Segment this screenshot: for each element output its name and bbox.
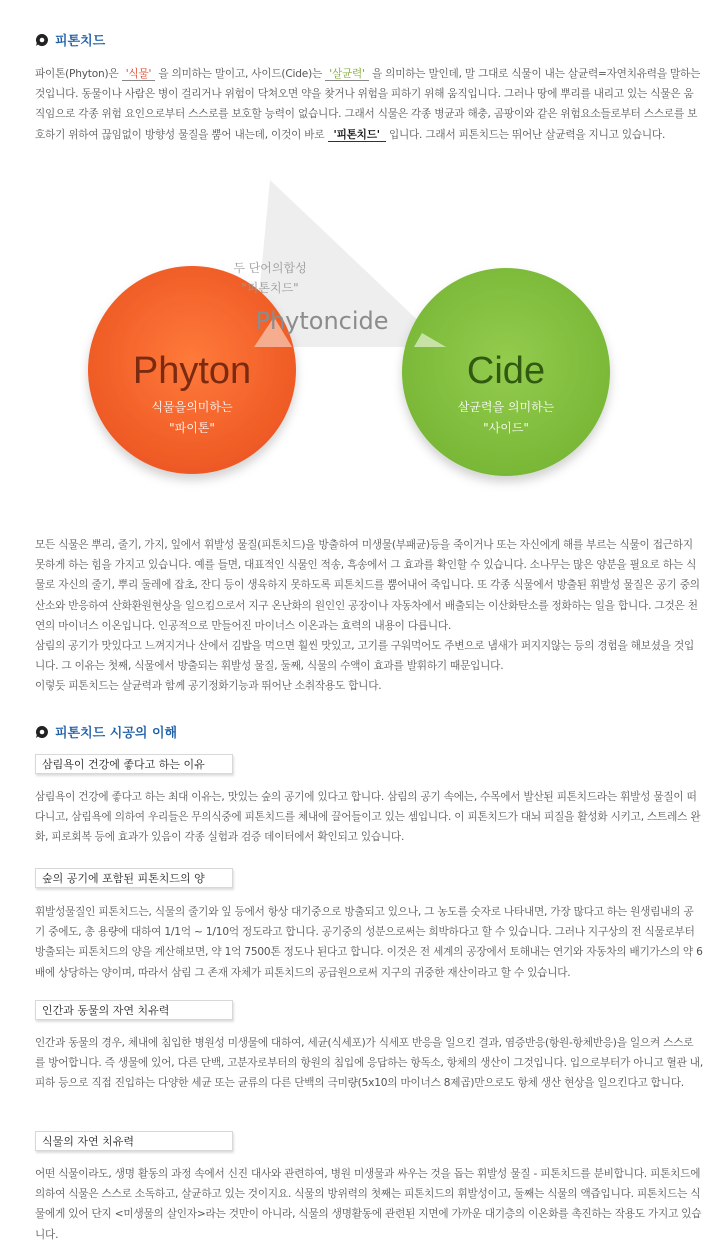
phyton-line2: "파이톤" [169,421,215,435]
speech-bubble-icon [35,725,49,739]
plant-healing-paragraph: 어떤 식물이라도, 생명 활동의 과정 속에서 신진 대사와 관련하여, 병원 미생물과 싸우는 것을 돕는 휘발성 물질 - 피톤치드를 분비합니다. 피톤치드에 의하여 식물은 스스로 소독하고, 살균하고 있는 것이지요. 식물의 방위력의 첫째는 피톤치드의 휘발성이고, 둘째는 식물의 액즙입니다. 피톤치드는 식물에게 있어 단지 <미생물의 살인자>라는 것만이 아니라, 식물의 생명활동에 관련된 지면에 가까운 대기층의 이온화를 촉진하는 작용도 가지고 있습니다. [35,1168,702,1241]
subheading-text: 식물의 자연 치유력 [42,1135,135,1148]
human-animal-healing-paragraph: 인간과 동물의 경우, 체내에 침입한 병원성 미생물에 대하여, 세균(식세포)가 식세포 반응을 일으킨 결과, 염증반응(항원-항체반응)을 일으켜 스스로를 방어합니다. 즉 생물에 있어, 다른 단백, 고분자로부터의 항원의 침입에 응답하는 항독소, 항체의 생산이 그것입니다. 입으로부터가 아니고 혈관 내, 피하 등으로 직접 진입하는 다양한 세균 또는 균류의 다른 단백의 극미량(5x10의 마이너스 8제곱)만으로도 항체 생산 현상을 일으킨다고 합니다. [35,1037,703,1090]
highlight-phytoncide: '피톤치드' [328,129,386,142]
cide-line2: "사이드" [483,421,529,435]
body-text-1: 모든 식물은 뿌리, 줄기, 가지, 잎에서 휘발성 물질(피톤치드)을 방출하여 미생물(부패균)등을 죽이거나 또는 자신에게 해를 부르는 식물이 접근하지 못하게 하는 힘을 가지고 있습니다. 예를 들면, 대표적인 식물인 적송, 흑송에서 그 효과를 확인할 수 있습니다. 소나무는 많은 양분을 필요로 하는 식물로 자신의 줄기, 뿌리 둘레에 잡초, 잔디 등이 생육하지 못하도록 피톤치드를 뿜어내어 죽입니다. 또 각종 식물에서 방출된 휘발성 물질은 공기 중의 산소와 반응하여 산화환원현상을 일으킴으로서 지구 온난화의 원인인 공장이나 자동차에서 배출되는 이산화탄소를 정화하는 일을 합니다. 그것은 천연의 마이너스 이온입니다. 인공적으로 만들어진 마이너스 이온과는 효력의 내용이 다릅니다. [35,539,700,632]
highlight-sterilization: '살균력' [325,68,369,81]
phytoncide-diagram [80,175,620,505]
forest-bath-paragraph: 삼림욕이 건강에 좋다고 하는 최대 이유는, 맛있는 숲의 공기에 있다고 합니다. 삼림의 공기 속에는, 수목에서 발산된 피톤치드라는 휘발성 물질이 떠다니고, 삼림욕에 의하여 우리들은 무의식중에 피톤치드를 체내에 끌어들이고 있는 셈입니다. 이 피톤치드가 대뇌 피질을 활성화 시키고, 스트레스 완화, 피로회복 등에 효과가 있음이 각종 실험과 검증 데이터에서 확인되고 있습니다. [35,791,701,844]
section-title-installation [35,722,177,741]
intro-text-1: 파이톤(Phyton)은 [35,68,122,80]
intro-text-2: 을 의미하는 말이고, 사이드(Cide)는 [155,68,326,80]
section-title-text: 피톤치드 시공의 이해 [55,726,178,741]
phyton-line1: 식물을의미하는 [151,400,233,414]
section-title-text: 피톤치드 [55,34,106,49]
highlight-plant: '식물' [122,68,156,81]
body-paragraph [35,535,703,697]
subheading-text: 숲의 공기에 포함된 피톤치드의 양 [42,872,205,885]
subheading-phytoncide-amount [35,868,233,888]
speech-bubble-icon [35,33,49,47]
phytoncide-amount-paragraph: 휘발성물질인 피톤치드는, 식물의 줄기와 잎 등에서 항상 대기중으로 방출되고 있으나, 그 농도를 숫자로 나타내면, 가장 많다고 하는 원생림내의 공기 중에도, 총 용량에 대하여 1/1억 ~ 1/10억 정도라고 합니다. 공기중의 성분으로써는 희박하다고 할 수 있습니다. 그러나 지구상의 전 식물로부터 방출되는 피톤치드의 양을 계산해보면, 약 1억 7500톤 정도나 된다고 합니다. 이것은 전 세계의 공장에서 토해내는 연기와 자동차의 배기가스의 약 6배에 상당하는 양이며, 따라서 삼림 그 존재 자체가 피톤치드의 공급원으로써 지구의 귀중한 재산이라고 할 수 있습니다. [35,906,703,979]
triangle-line2: "피톤치드" [241,281,299,295]
cide-word: Cide [466,350,546,392]
intro-text-4: 입니다. 그래서 피톤치드는 뛰어난 살균력을 지니고 있습니다. [385,128,666,141]
triangle-line1: 두 단어의합성 [233,261,307,275]
subheading-text: 인간과 동물의 자연 치유력 [42,1004,170,1017]
subheading-human-animal-healing [35,1000,233,1020]
section-title-phytoncide [35,30,105,49]
phyton-word: Phyton [132,350,252,392]
body-text-2: 삼림의 공기가 맛있다고 느껴지거나 산에서 김밥을 먹으면 훨씬 맛있고, 고기를 구워먹어도 주변으로 냄새가 퍼지지않는 등의 경험을 해보셨을 것입니다. 그 이유는 첫째, 식물에서 방출되는 휘발성 물질, 둘째, 식물의 수액이 효과를 발휘하기 때문입니다. [35,640,695,673]
body-text-3: 이렇듯 피톤치드는 살균력과 함께 공기정화기능과 뛰어난 소취작용도 합니다. [35,680,382,693]
subheading-text: 삼림욕이 건강에 좋다고 하는 이유 [42,758,205,771]
intro-text-3: 을 의미하는 말인데, 말 그대로 식물이 내는 살균력=자연치유력을 말하는 것입니다. 동물이나 사람은 병이 걸리거나 위험이 닥쳐오면 약을 찾거나 위험을 피하기 위해 움직입니다. 그러나 땅에 뿌리를 내리고 있는 식물은 움직임으로 각종 위험 요인으로부터 스스로를 보호할 능력이 없습니다. 그래서 식물은 각종 병균과 해충, 곰팡이와 같은 위험요소들로부터 스스로를 보호하기 위하여 끊임없이 방향성 물질을 뿜어 내는데, 이것이 바로 [35,68,701,141]
intro-paragraph [35,64,703,145]
subheading-plant-healing [35,1131,233,1151]
cide-line1: 살균력을 의미하는 [457,400,555,414]
triangle-word: Phytoncide [255,307,389,335]
subheading-forest-bath [35,754,233,774]
